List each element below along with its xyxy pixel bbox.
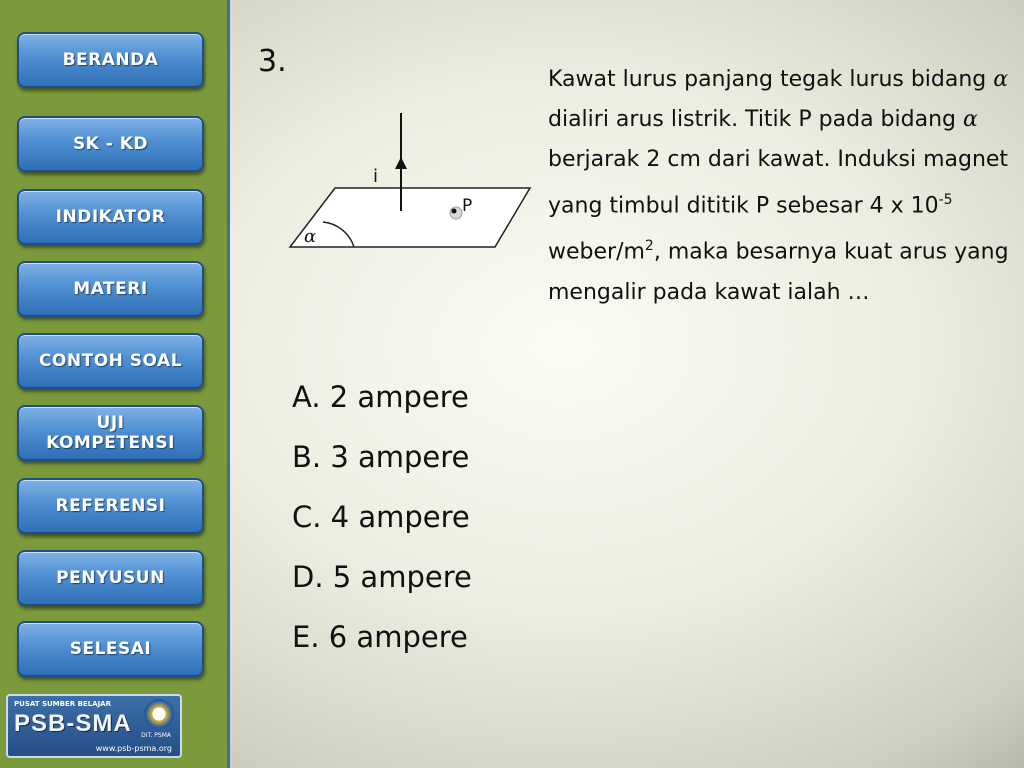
answer-options [292, 374, 472, 674]
nav-label: MATERI [73, 278, 148, 299]
question-text [548, 60, 1018, 313]
question-text-part: Kawat lurus panjang tegak lurus bidang [548, 67, 994, 92]
exponent: -5 [938, 192, 953, 208]
seal-icon [144, 699, 174, 729]
question-number: 3. [258, 44, 287, 79]
exponent: 2 [644, 238, 654, 255]
alpha-symbol: α [962, 107, 978, 132]
nav-label: INDIKATOR [55, 206, 166, 227]
nav-label: PENYUSUN [56, 567, 165, 588]
logo-main-text: PSB-SMA [14, 710, 132, 737]
nav-button-sk-kd[interactable] [17, 116, 204, 172]
nav-button-penyusun[interactable] [17, 550, 204, 606]
nav-label: SELESAI [69, 638, 152, 659]
nav-button-indikator[interactable] [17, 189, 204, 245]
point-p-label: P [462, 196, 473, 216]
question-text-part: berjarak 2 cm dari kawat. Induksi magnet yang timbul dititik P sebesar 4 x 10 [548, 147, 1009, 219]
answer-option-c[interactable]: C. 4 ampere [292, 500, 470, 534]
plane-label: α [304, 226, 317, 247]
nav-label-line: KOMPETENSI [46, 433, 175, 453]
answer-option-e[interactable]: E. 6 ampere [292, 620, 468, 654]
current-label: i [373, 166, 379, 187]
question-text-part: weber/m [548, 239, 645, 265]
alpha-symbol: α [993, 67, 1009, 92]
nav-button-materi[interactable] [17, 261, 204, 317]
nav-label: BERANDA [62, 49, 159, 70]
nav-label: CONTOH SOAL [38, 350, 183, 371]
physics-diagram [285, 105, 535, 255]
question-text-part: , maka besarnya kuat arus yang mengalir pada kawat ialah … [548, 239, 1009, 305]
point-p-dot [452, 209, 457, 214]
nav-label: REFERENSI [55, 495, 166, 516]
nav-button-beranda[interactable] [17, 32, 204, 88]
nav-button-referensi[interactable] [17, 478, 204, 534]
question-text-part: dialiri arus listrik. Titik P pada bidang [548, 107, 963, 132]
nav-button-contoh-soal[interactable] [17, 333, 204, 389]
nav-button-uji-kompetensi[interactable] [17, 405, 204, 461]
current-arrow-icon [395, 157, 407, 169]
sidebar-nav [0, 0, 230, 768]
answer-option-a[interactable]: A. 2 ampere [292, 380, 469, 414]
point-p-marker [450, 207, 462, 219]
plane-alpha-shape [290, 188, 530, 247]
seal-label: DIT. PSMA [141, 732, 171, 739]
nav-label: SK - KD [72, 133, 149, 154]
answer-option-b[interactable]: B. 3 ampere [292, 440, 470, 474]
nav-button-selesai[interactable] [17, 621, 204, 677]
logo-url: www.psb-psma.org [95, 744, 172, 753]
logo-top-text: PUSAT SUMBER BELAJAR [14, 700, 111, 708]
psb-sma-logo [6, 694, 182, 758]
answer-option-d[interactable]: D. 5 ampere [292, 560, 472, 594]
nav-label-line: UJI [96, 412, 125, 433]
